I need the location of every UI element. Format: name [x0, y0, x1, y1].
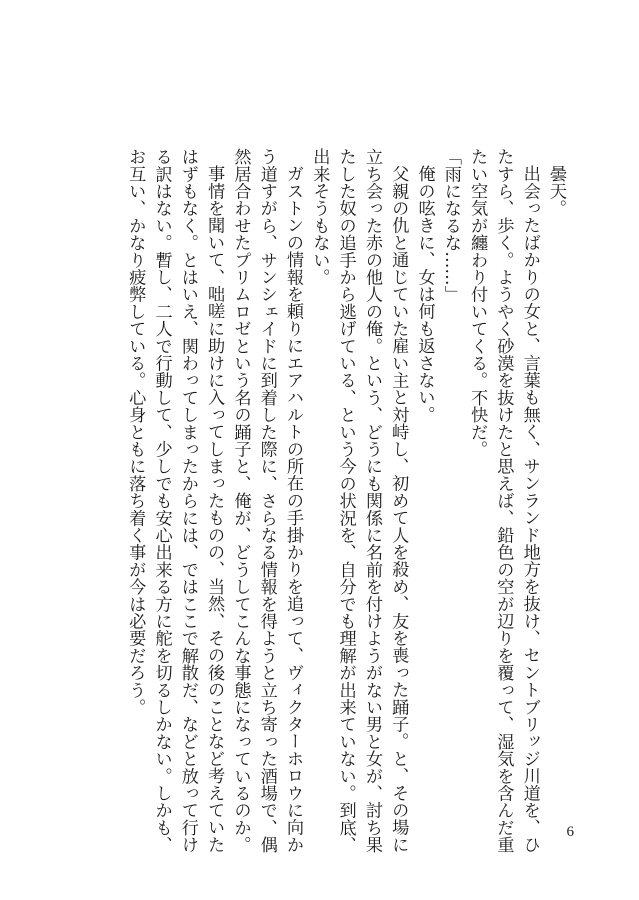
text-line: 曇天。: [546, 165, 566, 217]
text-line: ガストンの情報を頼りにエアハルトの所在の手掛かりを追って、ヴィクターホロウに向か: [283, 165, 304, 854]
text-line: 「雨になるな……」: [440, 148, 461, 303]
text-line: 事情を聞いて、咄嗟に助けに入ってしまったものの、当然、その後のことなど考えていた: [204, 165, 225, 854]
text-line: 立ち会った赤の他人の俺。という、どうにも関係に名前を付けようがない男と女が、討ち果: [361, 148, 382, 854]
text-line: たした奴の追手から逃げている、という今の状況を、自分でも理解が出来ていない。到底、: [335, 148, 356, 854]
text-line: る訳はない。暫し、二人で行動して、少しでも安心出来る方に舵を切るしかない。しかも、: [151, 148, 172, 854]
text-line: う道すがら、サンシェイドに到着した際に、さらなる情報を得ようと立ち寄った酒場で、偶: [256, 148, 277, 854]
vertical-text-body: [122, 148, 569, 854]
text-line: 出会ったばかりの女と、言葉も無く、サンランド地方を抜け、セントブリッジ川道を、ひ: [519, 165, 540, 854]
text-line: 俺の呟きに、女は何も返さない。: [414, 165, 435, 424]
text-line: お互い、かなり疲弊している。心身ともに落ち着く事が今は必要だろう。: [125, 148, 146, 716]
text-line: 然居合わせたプリムロゼという名の踊子と、俺が、どうしてこんな事態になっているのか。: [230, 148, 251, 854]
page-number: 6: [566, 824, 574, 840]
text-line: たすら、歩く。ようやく砂漠を抜けたと思えば、鉛色の空が辺りを覆って、湿気を含んだ重: [493, 148, 514, 854]
text-line: 父親の仇と通じていた雇い主と対峙し、初めて人を殺め、友を喪った踊子。と、その場に: [388, 165, 409, 854]
text-line: はずもなく。とはいえ、関わってしまったからには、ではここで解散だ、などと放って行け: [177, 148, 198, 854]
text-line: 出来そうもない。: [309, 148, 330, 286]
text-line: たい空気が纏わり付いてくる。不快だ。: [467, 148, 488, 458]
